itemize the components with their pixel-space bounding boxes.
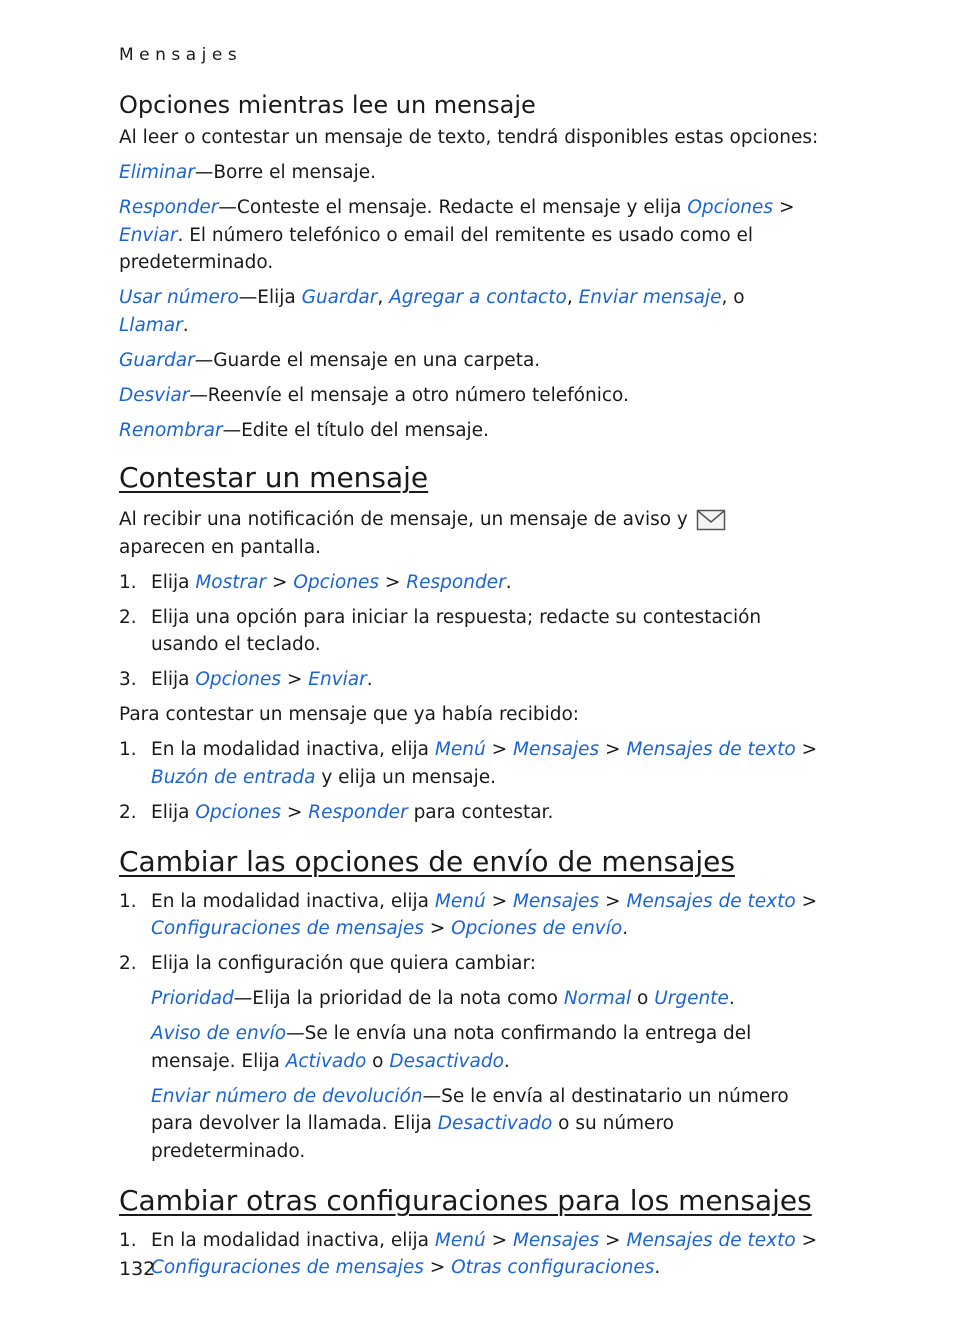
list-item: 1. En la modalidad inactiva, elija Menú > Mensajes > Mensajes de texto > Buzón de entrada y elija un mensaje.	[119, 739, 818, 788]
option-renombrar: Renombrar—Edite el título del mensaje.	[119, 419, 489, 441]
heading-options-read: Opciones mientras lee un mensaje	[119, 91, 536, 119]
list-item: 1. En la modalidad inactiva, elija Menú > Mensajes > Mensajes de texto > Configuraciones de mensajes > Opciones de envío.	[119, 890, 818, 939]
list-item: 1. En la modalidad inactiva, elija Menú > Mensajes > Mensajes de texto > Configuraciones de mensajes > Otras configuraciones.	[119, 1229, 818, 1278]
running-header: Mensajes	[119, 45, 243, 65]
list-item: 2. Elija la configuración que quiera cambiar:	[119, 953, 537, 974]
reply-steps	[119, 569, 819, 694]
option-prioridad: Prioridad—Elija la prioridad de la nota como Normal o Urgente.	[151, 988, 735, 1009]
send-options-steps	[119, 888, 819, 978]
page-content	[119, 88, 819, 1282]
other-settings-steps	[119, 1227, 819, 1282]
list-item: 3. Elija Opciones > Enviar.	[119, 669, 373, 690]
heading-send-options: Cambiar las opciones de envío de mensajes	[119, 845, 735, 878]
option-aviso-envio: Aviso de envío—Se le envía una nota confirmando la entrega del mensaje. Elija Activado o Desactivado.	[151, 1023, 752, 1072]
list-item: 2. Elija una opción para iniciar la respuesta; redacte su contestación usando el teclado.	[119, 606, 762, 655]
option-usar-numero: Usar número—Elija Guardar, Agregar a contacto, Enviar mensaje, o Llamar.	[119, 287, 745, 336]
options-intro: Al leer o contestar un mensaje de texto, tendrá disponibles estas opciones:	[119, 127, 819, 148]
heading-other-settings: Cambiar otras configuraciones para los mensajes	[119, 1184, 812, 1217]
list-item: 1. Elija Mostrar > Opciones > Responder.	[119, 571, 512, 593]
reply-mid: Para contestar un mensaje que ya había recibido:	[119, 704, 580, 725]
reply-intro: Al recibir una notificación de mensaje, un mensaje de aviso yaparecen en pantalla.	[119, 506, 819, 561]
option-eliminar: Eliminar—Borre el mensaje.	[119, 162, 376, 183]
option-desviar: Desviar—Reenvíe el mensaje a otro número telefónico.	[119, 384, 629, 406]
envelope-icon	[696, 508, 726, 532]
list-item: 2. Elija Opciones > Responder para contestar.	[119, 801, 554, 823]
option-guardar: Guardar—Guarde el mensaje en una carpeta.	[119, 349, 541, 371]
option-responder: Responder—Conteste el mensaje. Redacte el mensaje y elija Opciones > Enviar. El número telefónico o email del remitente es usado como el predeterminado.	[119, 197, 795, 273]
option-numero-devolucion: Enviar número de devolución—Se le envía al destinatario un número para devolver la llamada. Elija Desactivado o su número predeterminado.	[151, 1085, 789, 1162]
reply-steps-received	[119, 736, 819, 826]
page-number: 132	[119, 1258, 156, 1280]
heading-reply: Contestar un mensaje	[119, 461, 429, 494]
